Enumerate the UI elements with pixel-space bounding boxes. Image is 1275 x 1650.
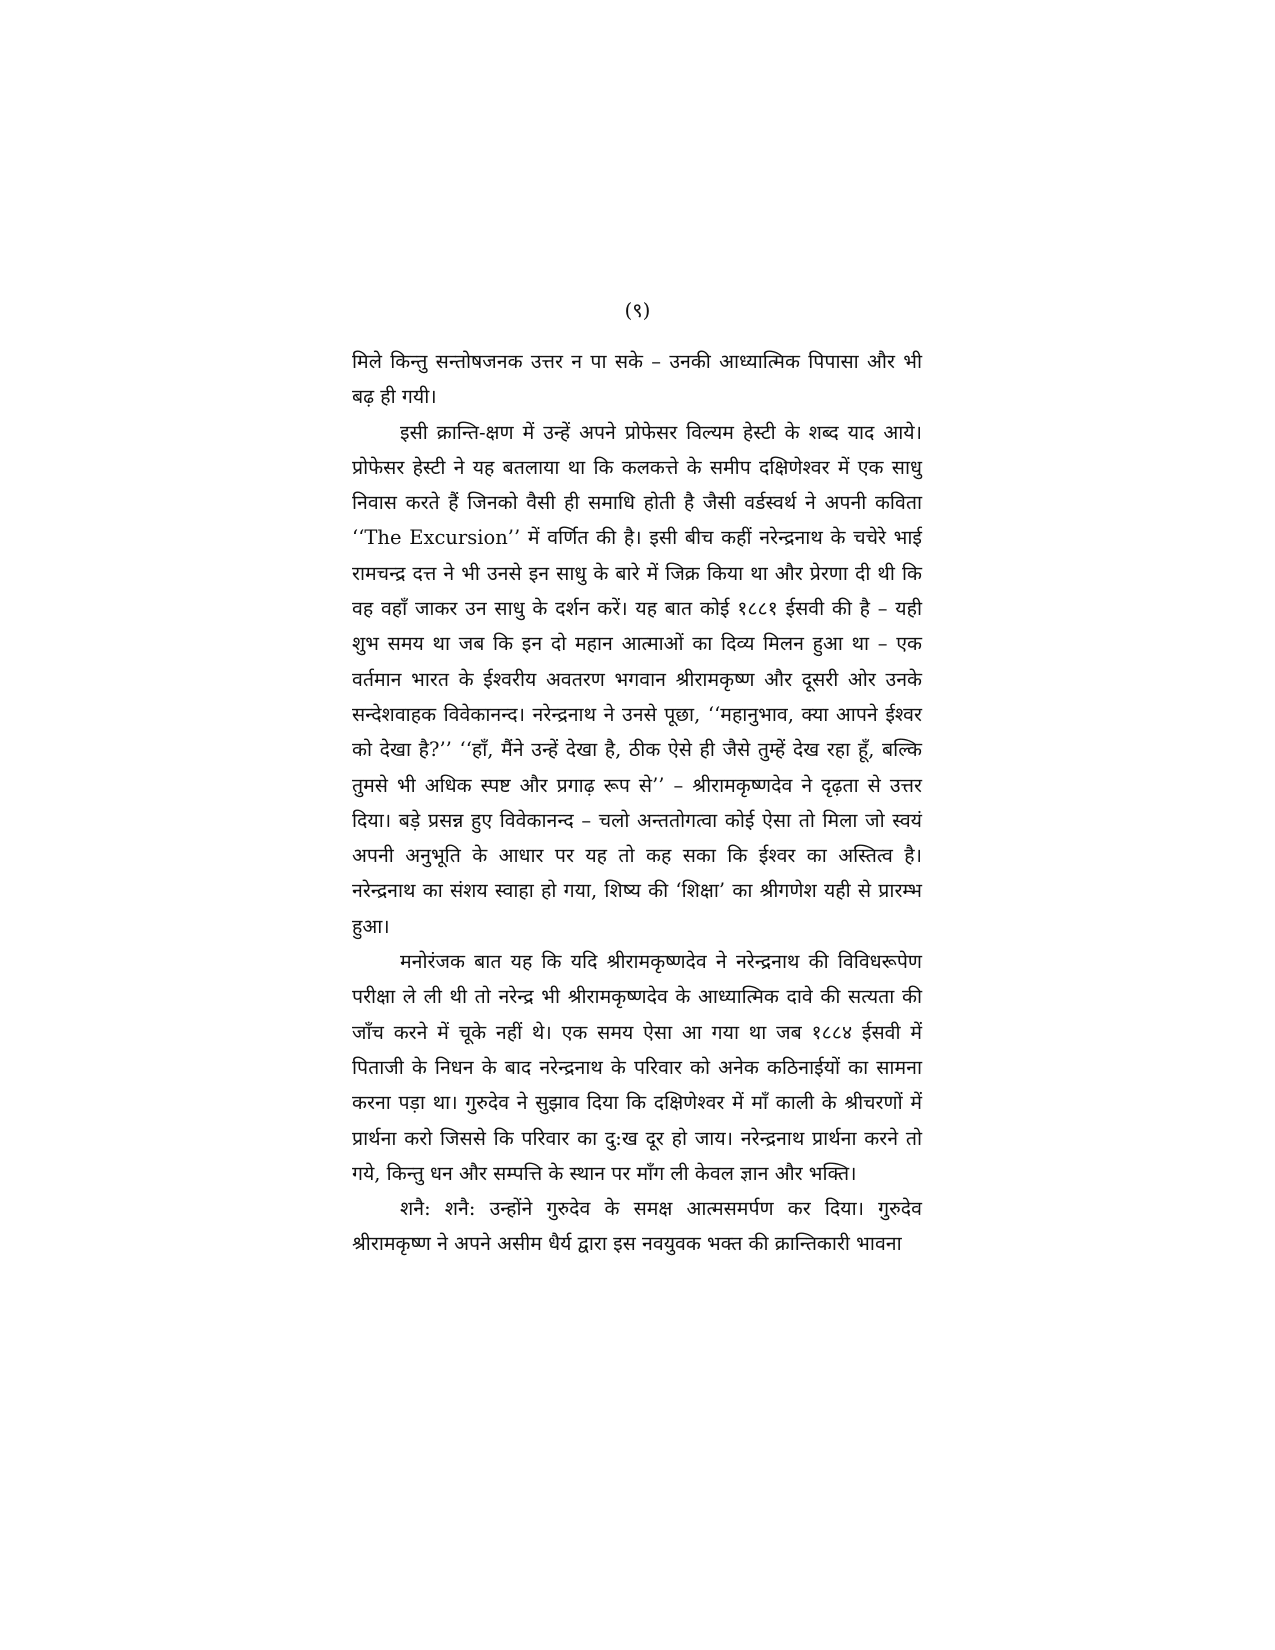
body-text: [352, 344, 922, 1262]
page-number: (९): [624, 298, 651, 322]
paragraph: मनोरंजक बात यह कि यदि श्रीरामकृष्णदेव ने नरेन्द्रनाथ की विविधरूपेण परीक्षा ले ली थी तो नरेन्द्र भी श्रीरामकृष्णदेव के आध्यात्मिक दावे की सत्यता की जाँच करने में चूके नहीं थे। एक समय ऐसा आ गया था जब १८८४ ईसवी में पिताजी के निधन के बाद नरेन्द्रनाथ के परिवार को अनेक कठिनाईयों का सामना करना पड़ा था। गुरुदेव ने सुझाव दिया कि दक्षिणेश्वर में माँ काली के श्रीचरणों में प्रार्थना करो जिससे कि परिवार का दु:ख दूर हो जाय। नरेन्द्रनाथ प्रार्थना करने तो गये, किन्तु धन और सम्पत्ति के स्थान पर माँग ली केवल ज्ञान और भक्ति।: [352, 950, 922, 1185]
paragraph: इसी क्रान्ति-क्षण में उन्हें अपने प्रोफेसर विल्यम हेस्टी के शब्द याद आये। प्रोफेसर हेस्टी ने यह बतलाया था कि कलकत्ते के समीप दक्षिणेश्वर में एक साधु निवास करते हैं जिनको वैसी ही समाधि होती है जैसी वर्डस्वर्थ ने अपनी कविता ‘‘The Excursion’’ में वर्णित की है। इसी बीच कहीं नरेन्द्रनाथ के चचेरे भाई रामचन्द्र दत्त ने भी उनसे इन साधु के बारे में जिक्र किया था और प्रेरणा दी थी कि वह वहाँ जाकर उन साधु के दर्शन करें। यह बात कोई १८८१ ईसवी की है – यही शुभ समय था जब कि इन दो महान आत्माओं का दिव्य मिलन हुआ था – एक वर्तमान भारत के ईश्वरीय अवतरण भगवान श्रीरामकृष्ण और दूसरी ओर उनके सन्देशवाहक विवेकानन्द। नरेन्द्रनाथ ने उनसे पूछा, ‘‘महानुभाव, क्या आपने ईश्वर को देखा है?’’ ‘‘हाँ, मैंने उन्हें देखा है, ठीक ऐसे ही जैसे तुम्हें देख रहा हूँ, बल्कि तुमसे भी अधिक स्पष्ट और प्रगाढ़ रूप से’’ – श्रीरामकृष्णदेव ने दृढ़ता से उत्तर दिया। बड़े प्रसन्न हुए विवेकानन्द – चलो अन्ततोगत्वा कोई ऐसा तो मिला जो स्वयं अपनी अनुभूति के आधार पर यह तो कह सका कि ईश्वर का अस्तित्व है। नरेन्द्रनाथ का संशय स्वाहा हो गया, शिष्य की ‘शिक्षा’ का श्रीगणेश यही से प्रारम्भ हुआ।: [352, 420, 922, 938]
paragraph: शनै: शनै: उन्होंने गुरुदेव के समक्ष आत्मसमर्पण कर दिया। गुरुदेव श्रीरामकृष्ण ने अपने असीम धैर्य द्वारा इस नवयुवक भक्त की क्रान्तिकारी भावना: [352, 1197, 922, 1256]
paragraph-continued: मिले किन्तु सन्तोषजनक उत्तर न पा सके – उनकी आध्यात्मिक पिपासा और भी बढ़ ही गयी।: [352, 350, 922, 409]
